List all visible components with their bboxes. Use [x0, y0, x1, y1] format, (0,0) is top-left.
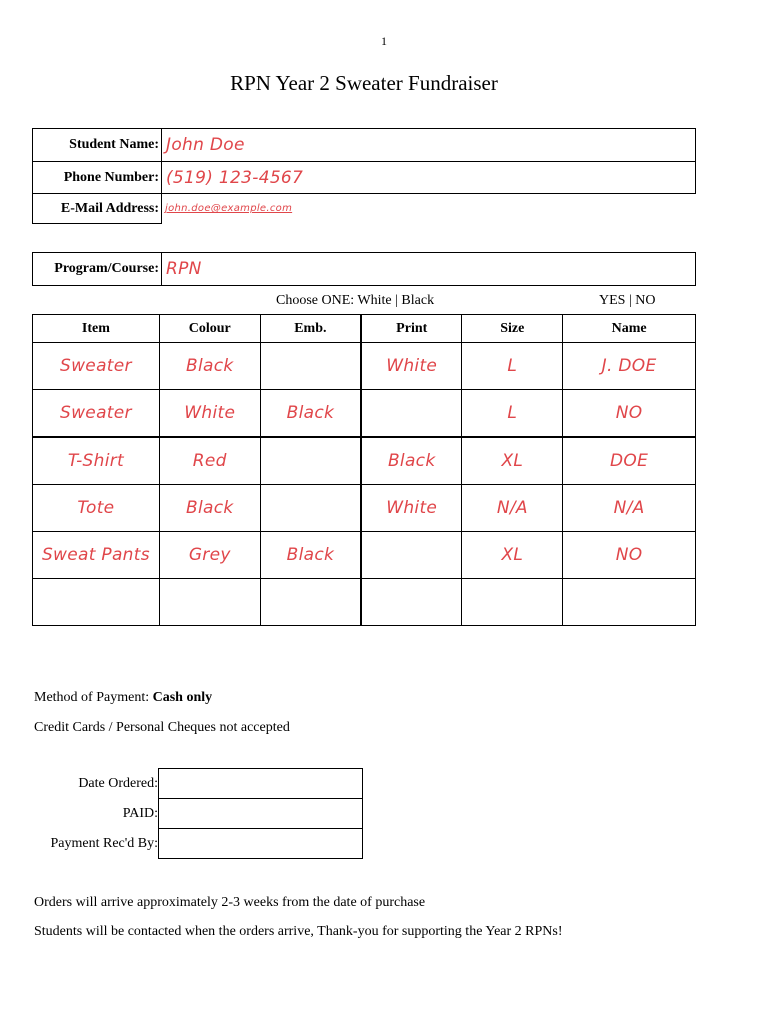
- header-print: Print: [361, 315, 462, 343]
- choose-one-note: Choose ONE: White | Black: [276, 293, 435, 308]
- paid-label: PAID:: [122, 805, 158, 821]
- header-name: Name: [563, 315, 696, 343]
- payment-received-by-field[interactable]: [159, 829, 363, 859]
- payment-method-value: Cash only: [152, 690, 213, 705]
- cell-size[interactable]: XL: [462, 437, 563, 485]
- payment-method-line: [34, 690, 212, 706]
- header-colour: Colour: [159, 315, 260, 343]
- not-accepted-note: Credit Cards / Personal Cheques not accepted: [34, 720, 290, 735]
- table-row: [33, 390, 696, 438]
- phone-number-label: Phone Number:: [33, 162, 162, 194]
- cell-print[interactable]: White: [361, 343, 462, 390]
- contact-note: Students will be contacted when the orders arrive, Thank-you for supporting the Year 2 RPNs!: [34, 924, 563, 939]
- cell-colour[interactable]: Red: [159, 437, 260, 485]
- paid-field[interactable]: [159, 799, 363, 829]
- date-ordered-label: Date Ordered:: [78, 775, 158, 791]
- cell-emb[interactable]: [260, 343, 361, 390]
- phone-number-field[interactable]: (519) 123-4567: [162, 162, 696, 194]
- cell-print[interactable]: White: [361, 485, 462, 532]
- student-info-table: [32, 128, 696, 224]
- cell-name[interactable]: J. DOE: [563, 343, 696, 390]
- table-row: [33, 579, 696, 626]
- cell-colour[interactable]: Grey: [159, 532, 260, 579]
- cell-name[interactable]: NO: [563, 390, 696, 438]
- email-label: E-Mail Address:: [33, 194, 162, 224]
- payment-method-label: Method of Payment:: [34, 690, 150, 705]
- cell-size[interactable]: [462, 579, 563, 626]
- cell-colour[interactable]: Black: [159, 343, 260, 390]
- cell-item[interactable]: Tote: [33, 485, 160, 532]
- cell-size[interactable]: N/A: [462, 485, 563, 532]
- cell-item[interactable]: Sweater: [33, 390, 160, 438]
- cell-emb[interactable]: [260, 437, 361, 485]
- table-row: [33, 485, 696, 532]
- payment-record-table: [34, 768, 363, 859]
- header-item: Item: [33, 315, 160, 343]
- page-title: RPN Year 2 Sweater Fundraiser: [230, 71, 498, 95]
- table-row: [33, 437, 696, 485]
- page-number: 1: [381, 34, 387, 48]
- cell-emb[interactable]: [260, 579, 361, 626]
- cell-print[interactable]: [361, 390, 462, 438]
- cell-item[interactable]: [33, 579, 160, 626]
- cell-name[interactable]: [563, 579, 696, 626]
- cell-colour[interactable]: Black: [159, 485, 260, 532]
- program-field[interactable]: RPN: [162, 253, 696, 286]
- program-table: [32, 252, 696, 286]
- table-row: [33, 343, 696, 390]
- cell-size[interactable]: L: [462, 390, 563, 438]
- cell-colour[interactable]: White: [159, 390, 260, 438]
- yes-no-note: YES | NO: [599, 293, 656, 308]
- cell-colour[interactable]: [159, 579, 260, 626]
- cell-name[interactable]: NO: [563, 532, 696, 579]
- cell-size[interactable]: XL: [462, 532, 563, 579]
- cell-name[interactable]: N/A: [563, 485, 696, 532]
- email-field[interactable]: john.doe@example.com: [162, 194, 696, 224]
- cell-print[interactable]: Black: [361, 437, 462, 485]
- cell-emb[interactable]: Black: [260, 532, 361, 579]
- cell-name[interactable]: DOE: [563, 437, 696, 485]
- table-row: [33, 532, 696, 579]
- cell-item[interactable]: Sweat Pants: [33, 532, 160, 579]
- cell-emb[interactable]: Black: [260, 390, 361, 438]
- program-label: Program/Course:: [33, 253, 162, 286]
- cell-emb[interactable]: [260, 485, 361, 532]
- cell-size[interactable]: L: [462, 343, 563, 390]
- header-emb: Emb.: [260, 315, 361, 343]
- student-name-label: Student Name:: [33, 129, 162, 162]
- arrival-note: Orders will arrive approximately 2-3 weeks from the date of purchase: [34, 895, 426, 910]
- cell-item[interactable]: T-Shirt: [33, 437, 160, 485]
- payment-received-by-label: Payment Rec'd By:: [50, 835, 158, 851]
- cell-print[interactable]: [361, 532, 462, 579]
- date-ordered-field[interactable]: [159, 769, 363, 799]
- cell-item[interactable]: Sweater: [33, 343, 160, 390]
- student-name-field[interactable]: John Doe: [162, 129, 696, 162]
- cell-print[interactable]: [361, 579, 462, 626]
- order-table: [32, 314, 696, 626]
- header-size: Size: [462, 315, 563, 343]
- order-table-header: [33, 315, 696, 343]
